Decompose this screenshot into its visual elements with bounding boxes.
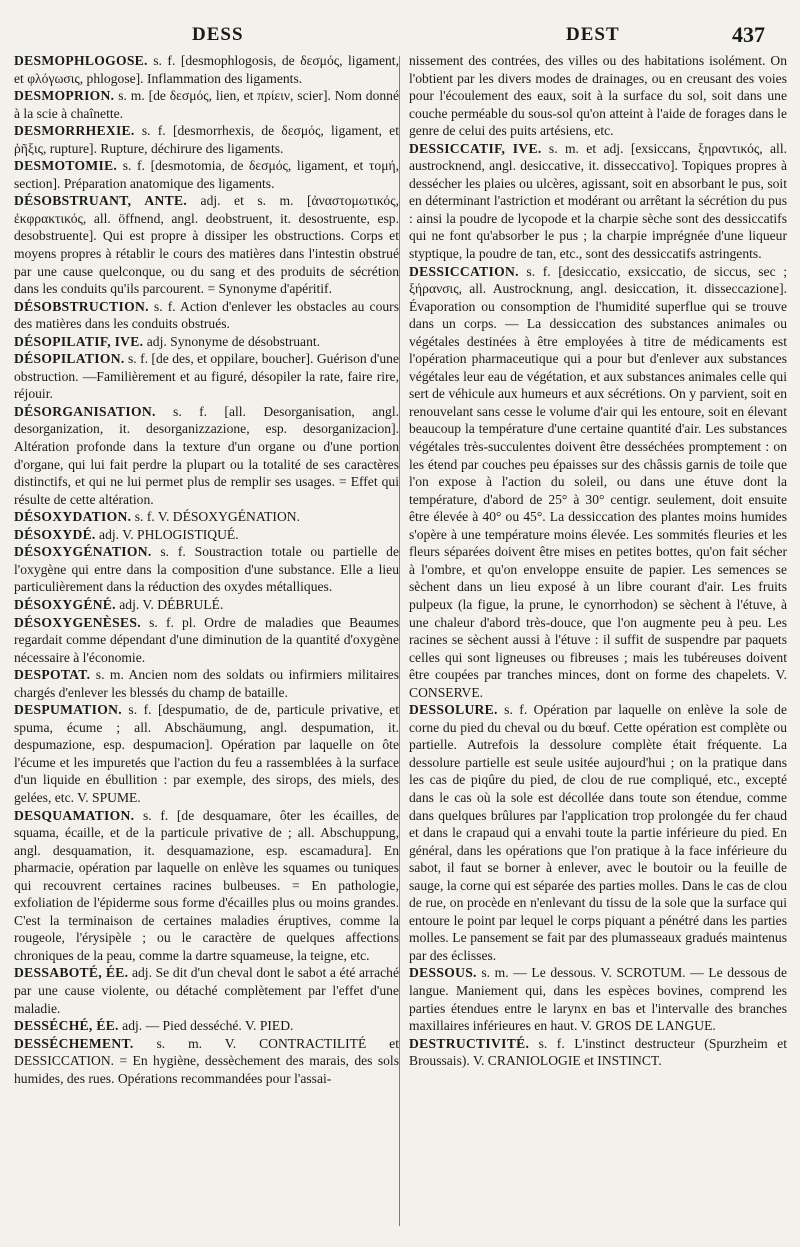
entry-headword: DÉSOXYDÉ.	[14, 526, 96, 542]
entry-headword: DESSÉCHÉ, ÉE.	[14, 1018, 119, 1034]
entry-definition: s. f. [desmorrhexis, de δεσμός, ligament, et ῥῆξις, rupture]. Rupture, déchirure des ligaments.	[14, 123, 399, 156]
entry-definition: adj. Synonyme de désobstruant.	[143, 333, 321, 349]
entry-definition: s. f. [de des, et oppilare, boucher]. Guérison d'une obstruction. —Familièrement et au figuré, désopiler la rate, faire rire, réjouir.	[14, 351, 399, 402]
entry-headword: DESSOUS.	[409, 965, 477, 981]
entry-headword: DESTRUCTIVITÉ.	[409, 1035, 530, 1051]
right-column	[409, 52, 787, 1232]
dictionary-entry	[14, 964, 399, 1017]
entry-definition: s. f. Opération par laquelle on enlève la sole de corne du pied du cheval ou du bœuf. Cette opération est complète ou partielle. Autrefois la dessolure complète était fréquente. La dessolure partielle est seule usitée aujourd'hui ; on la pratique dans les cas de piqûre du pied, de clou de rue compliqué, etc., excepté dans le cas où la sole est décollée dans toute son étendue, comme dans quelques brûlures par l'application trop prolongée du fer chaud et dans le crapaud qui a envahi toute la partie inférieure du pied. En général, dans les opérations que l'on pratique à la face inférieure du sabot, il faut se borner à enlever, avec le boutoir ou la feuille de sauge, la corne qui est séparée des parties molles. Dans le cas de clou de rue, on procède en n'enlevant du tissu de la sole que la surface qui entoure le point par lequel le corps piquant a pénétré dans les parties molles. Le pansement se fait par des plumasseaux gradués maintenus par des éclisses.	[409, 702, 787, 963]
dictionary-entry	[14, 526, 399, 544]
entry-definition: s. m. V. CONTRACTILITÉ et DESSICCATION. = En hygiène, dessèchement des marais, des sols humides, des rues. Opérations recommandées pour l'assai-	[14, 1035, 399, 1086]
entry-definition: s. f. Action d'enlever les obstacles au cours des matières dans les conduits obstrués.	[14, 298, 399, 332]
entry-headword: DESSABOTÉ, ÉE.	[14, 965, 129, 981]
dictionary-entry	[409, 701, 787, 964]
entry-headword: DÉSOPILATIF, IVE.	[14, 333, 144, 349]
entry-headword: DESMOPHLOGOSE.	[14, 53, 148, 68]
entry-definition: s. m. Ancien nom des soldats ou infirmiers militaires chargés d'enlever les blessés du champ de bataille.	[14, 667, 399, 700]
running-head-left: DESS	[192, 24, 244, 45]
entry-headword: DÉSOXYGÉNÉ.	[14, 596, 116, 612]
left-column	[14, 52, 399, 1232]
dictionary-entry	[409, 263, 787, 702]
dictionary-entry	[14, 508, 399, 526]
entry-definition: adj. V. PHLOGISTIQUÉ.	[95, 526, 239, 542]
entry-definition: s. m. — Le dessous. V. SCROTUM. — Le dessous de langue. Maniement qui, dans les espèces bovines, comprend les parties étendues entre le larynx en bas et l'intervalle des branches maxillaires inférieures en haut. V. GROS DE LANGUE.	[409, 965, 787, 1034]
entry-definition: adj. — Pied desséché. V. PIED.	[118, 1018, 294, 1034]
entry-definition: adj. Se dit d'un cheval dont le sabot a été arraché par une cause violente, ou détaché complètement par l'effet d'une maladie.	[14, 965, 399, 1016]
entry-definition: s. f. [all. Desorganisation, angl. desorganization, it. desorganizzazione, esp. desorganizacion]. Altération profonde dans la texture d'un organe ou d'une portion d'organe, qui lui fait perdre la plupart ou la totalité de ses caractères distinctifs, et qui ne lui permet plus de remplir ses usages. = Effet qui résulte de cette altération.	[14, 403, 399, 507]
entry-definition: s. f. V. DÉSOXYGÉNATION.	[131, 509, 300, 525]
entry-definition: s. f. [desiccatio, exsiccatio, de siccus, sec ; ξήρανσις, all. Austrocknung, angl. desiccation, it. disseccazione]. Évaporation ou consomption de l'humidité superflue qui se trouve dans un corps. — La dessiccation des substances animales ou végétales destinées à être employées à titre de médicaments est l'opération pharmaceutique qui a pour but d'enlever aux substances végétales leur eau de végétation, et aux substances animales celle qui sert de véhicule aux humeurs et aux sécrétions. On y parvient, soit en renouvelant sans cesse le volume d'air qui les entoure, soit en élevant beaucoup la température d'une certaine quantité d'air. Les substances végétales très-succulentes doivent être desséchées promptement : on les étend par couches peu épaisses sur des châssis garnis de toile que l'on expose à l'action du soleil, ou dans une étuve dont la température, d'abord de 25° à 30° centigr. seulement, doit ensuite être élevée à 40° ou 45°. La dessiccation des plantes moins humides s'opère à une température moins élevée. Les sommités fleuries et les fleurs séparées doivent être mises en petites bottes, qu'on fait sécher à l'ombre, et qu'on enveloppe ensuite de papier. Les semences se sèchent dans un lieu exposé à un libre courant d'air. Les fruits pulpeux (la figue, la prune, le cynorrhodon) se sèchent à l'étuve, à une chaleur d'abord très-douce, que l'on augmente peu à peu. Les racines se sèchent aussi à l'étuve : il suffit de suspendre par paquets celles qui sont ligneuses ou fibreuses ; mais les tubéreuses doivent être coupées par tranches minces, dont on forme des chapelets. V. CONSERVE.	[409, 263, 787, 700]
dictionary-entry	[14, 122, 399, 157]
dictionary-entry	[14, 298, 399, 333]
entry-headword: DESPUMATION.	[14, 702, 122, 718]
entry-headword: DESSICCATIF, IVE.	[409, 140, 542, 156]
page-number: 437	[732, 22, 765, 47]
entry-definition: s. f. [desmophlogosis, de δεσμός, ligament, et φλόγωσις, phlogose]. Inflammation des ligaments.	[14, 53, 399, 86]
entry-definition: adj. et s. m. [ἀναστομωτικός, ἐκφρακτικός, all. öffnend, angl. deobstruent, it. desostruente, esp. desobstruente]. Qui est propre à dissiper les obstructions. Corps et moyens propres à rétablir le cours des matières dans l'intestin obstrué par une cause quelconque, ou du sang et des produits de sécrétion dans les conduits qu'ils parcourent. = Synonyme d'apéritif.	[14, 193, 399, 297]
dictionary-entry	[14, 350, 399, 403]
entry-definition: s. f. pl. Ordre de maladies que Beaumes regardait comme dépendant d'une diminution de la quantité d'oxygène nécessaire à l'économie.	[14, 614, 399, 665]
dictionary-entry	[409, 964, 787, 1034]
dictionary-entry	[14, 614, 399, 667]
column-divider	[399, 56, 400, 1226]
entry-headword: DESSÉCHEMENT.	[14, 1035, 134, 1051]
entry-definition: s. m. et adj. [exsiccans, ξηραντικός, all. austrocknend, angl. desiccative, it. disseccativo]. Topiques propres à dessécher les plaies ou ulcères, agissant, soit en absorbant le pus, soit en déterminant l'astriction et modérant ou arrêtant la sécrétion du pus : ainsi la poudre de lycopode et la charpie sèche sont des dessiccatifs qui ne font qu'absorber le pus ; la charpie imprégnée d'une liqueur styptique, la poudre de tan, etc., sont des dessiccatifs astringents.	[409, 140, 787, 262]
entry-definition: s. f. [desmotomia, de δεσμός, ligament, et τομή, section]. Préparation anatomique des ligaments.	[14, 158, 399, 191]
dictionary-entry	[14, 157, 399, 192]
dictionary-entry	[14, 192, 399, 297]
entry-headword: DÉSORGANISATION.	[14, 403, 156, 419]
entry-headword: DESSICCATION.	[409, 263, 519, 279]
dictionary-entry	[409, 52, 787, 140]
entry-headword: DÉSOXYGENÈSES.	[14, 614, 141, 630]
entry-headword: DÉSOBSTRUCTION.	[14, 298, 149, 314]
entry-headword: DESMOPRION.	[14, 88, 115, 104]
entry-definition: adj. V. DÉBRULÉ.	[115, 596, 224, 612]
dictionary-entry	[14, 666, 399, 701]
entry-headword: DÉSOXYDATION.	[14, 509, 132, 525]
entry-headword: DESMORRHEXIE.	[14, 123, 135, 139]
entry-definition: s. f. L'instinct destructeur (Spurzheim et Broussais). V. CRANIOLOGIE et INSTINCT.	[409, 1035, 787, 1069]
dictionary-entry	[14, 333, 399, 351]
entry-headword: DÉSOXYGÉNATION.	[14, 544, 152, 560]
entry-definition: nissement des contrées, des villes ou des habitations isolément. On l'obtient par les divers modes de drainages, ou en creusant des voies pour l'écoulement des eaux, soit à la surface du sol, soit dans une couche perméable du sous-sol qu'on atteint à l'aide de forages dans le genre de celui des puits artésiens, etc.	[409, 53, 787, 139]
dictionary-entry	[14, 807, 399, 965]
dictionary-entry	[14, 1035, 399, 1088]
dictionary-entry	[409, 140, 787, 263]
dictionary-entry	[14, 543, 399, 596]
dictionary-entry	[14, 52, 399, 87]
dictionary-entry	[14, 1017, 399, 1035]
entry-headword: DÉSOPILATION.	[14, 351, 125, 367]
entry-definition: s. f. [despumatio, de de, particule privative, et spuma, écume ; all. Abschäumung, angl. despumation, it. despumazione, esp. despumacion]. Opération par laquelle on ôte l'écume et les impuretés que l'action du feu a rassemblées à la surface d'un liquide en ébullition : par exemple, des sirops, des miels, des gelées, etc. V. SPUME.	[14, 702, 399, 805]
entry-definition: s. m. [de δεσμός, lien, et πρίειν, scier]. Nom donné à la scie à chaînette.	[14, 88, 399, 121]
entry-definition: s. f. Soustraction totale ou partielle de l'oxygène qui entre dans la composition d'une substance. Elle a lieu particulièrement dans la réduction des oxydes métalliques.	[14, 544, 399, 595]
entry-headword: DESPOTAT.	[14, 667, 91, 683]
entry-headword: DESMOTOMIE.	[14, 158, 118, 174]
dictionary-entry	[409, 1035, 787, 1070]
running-head	[0, 20, 800, 50]
entry-headword: DESSOLURE.	[409, 702, 498, 718]
entry-definition: s. f. [de desquamare, ôter les écailles, de squama, écaille, et de la particule privative de ; all. Abschuppung, angl. desquamation, it. desquamazione, esp. escamadura]. En pharmacie, opération par laquelle on enlève les squames ou tuniques qui recouvrent certaines racines bulbeuses. = En pathologie, exfoliation de l'épiderme sous forme d'écailles plus ou moins grandes. C'est la terminaison de certaines maladies éruptives, comme la rougeole, l'érysipèle ; ou le caractère de quelques affections chroniques de la peau, comme la dartre squameuse, la teigne, etc.	[14, 807, 399, 963]
running-head-right: DEST	[566, 24, 620, 45]
dictionary-entry	[14, 701, 399, 806]
entry-headword: DÉSOBSTRUANT, ANTE.	[14, 193, 188, 209]
dictionary-entry	[14, 596, 399, 614]
dictionary-entry	[14, 403, 399, 508]
entry-headword: DESQUAMATION.	[14, 807, 135, 823]
dictionary-entry	[14, 87, 399, 122]
